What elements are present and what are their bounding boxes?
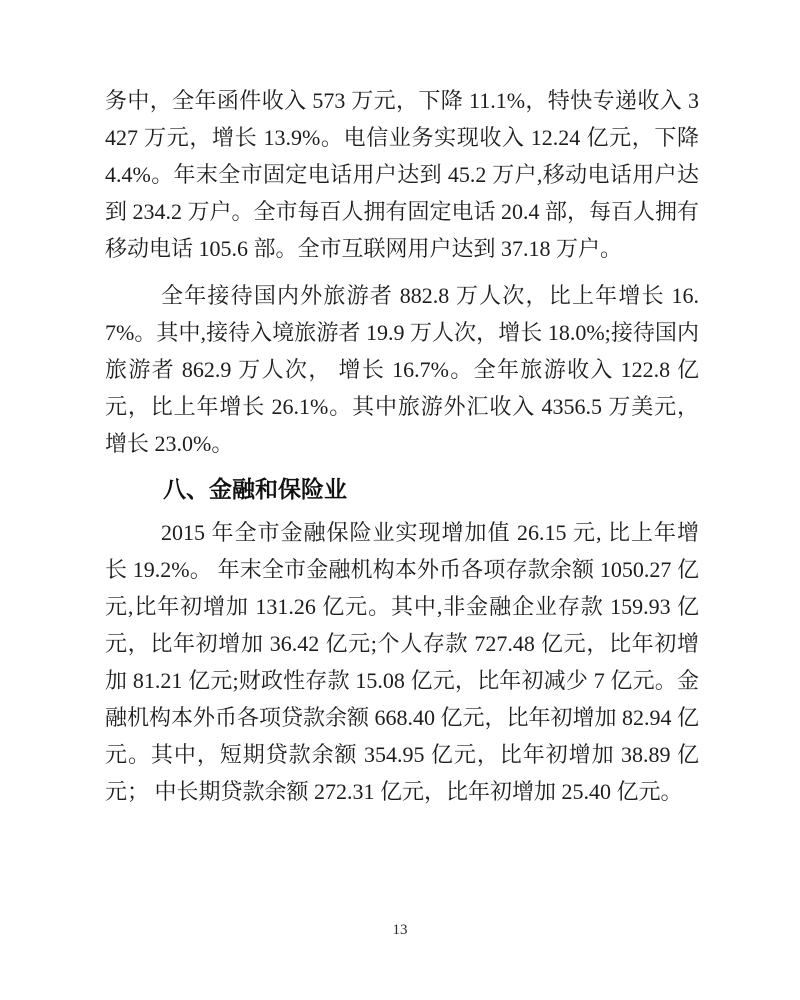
paragraph-tourism: 全年接待国内外旅游者 882.8 万人次，比上年增长 16.7%。其中,接待入境旅游者 19.9 万人次，增长 18.0%;接待国内旅游者 862.9 万人次， 增长 16.7%。全年旅游收入 122.8 亿元，比上年增长 26.1%。其中旅游外汇收入 4356.5 万美元，增长 23.0%。 (105, 283, 699, 456)
section-heading-finance-insurance: 八、金融和保险业 (163, 476, 347, 502)
page-content (105, 82, 699, 810)
paragraph-finance-insurance: 2015 年全市金融保险业实现增加值 26.15 元, 比上年增长 19.2%。 年末全市金融机构本外币各项存款余额 1050.27 亿元,比年初增加 131.26 亿元。其中,非金融企业存款 159.93 亿元，比年初增加 36.42 亿元;个人存款 727.48 亿元，比年初增加 81.21 亿元;财政性存款 15.08 亿元，比年初减少 7 亿元。金融机构本外币各项贷款余额 668.40 亿元，比年初增加 82.94 亿元。其中，短期贷款余额 354.95 亿元，比年初增加 38.89 亿元； 中长期贷款余额 272.31 亿元，比年初增加 25.40 亿元。 (105, 520, 700, 804)
page-number: 13 (392, 922, 408, 938)
paragraph-postal-telecom: 务中，全年函件收入 573 万元，下降 11.1%，特快专递收入 3427 万元，增长 13.9%。电信业务实现收入 12.24 亿元，下降 4.4%。年末全市固定电话用户达到 45.2 万户,移动电话用户达到 234.2 万户。全市每百人拥有固定电话 20.4 部，每百人拥有移动电话 105.6 部。全市互联网用户达到 37.18 万户。 (105, 88, 700, 261)
